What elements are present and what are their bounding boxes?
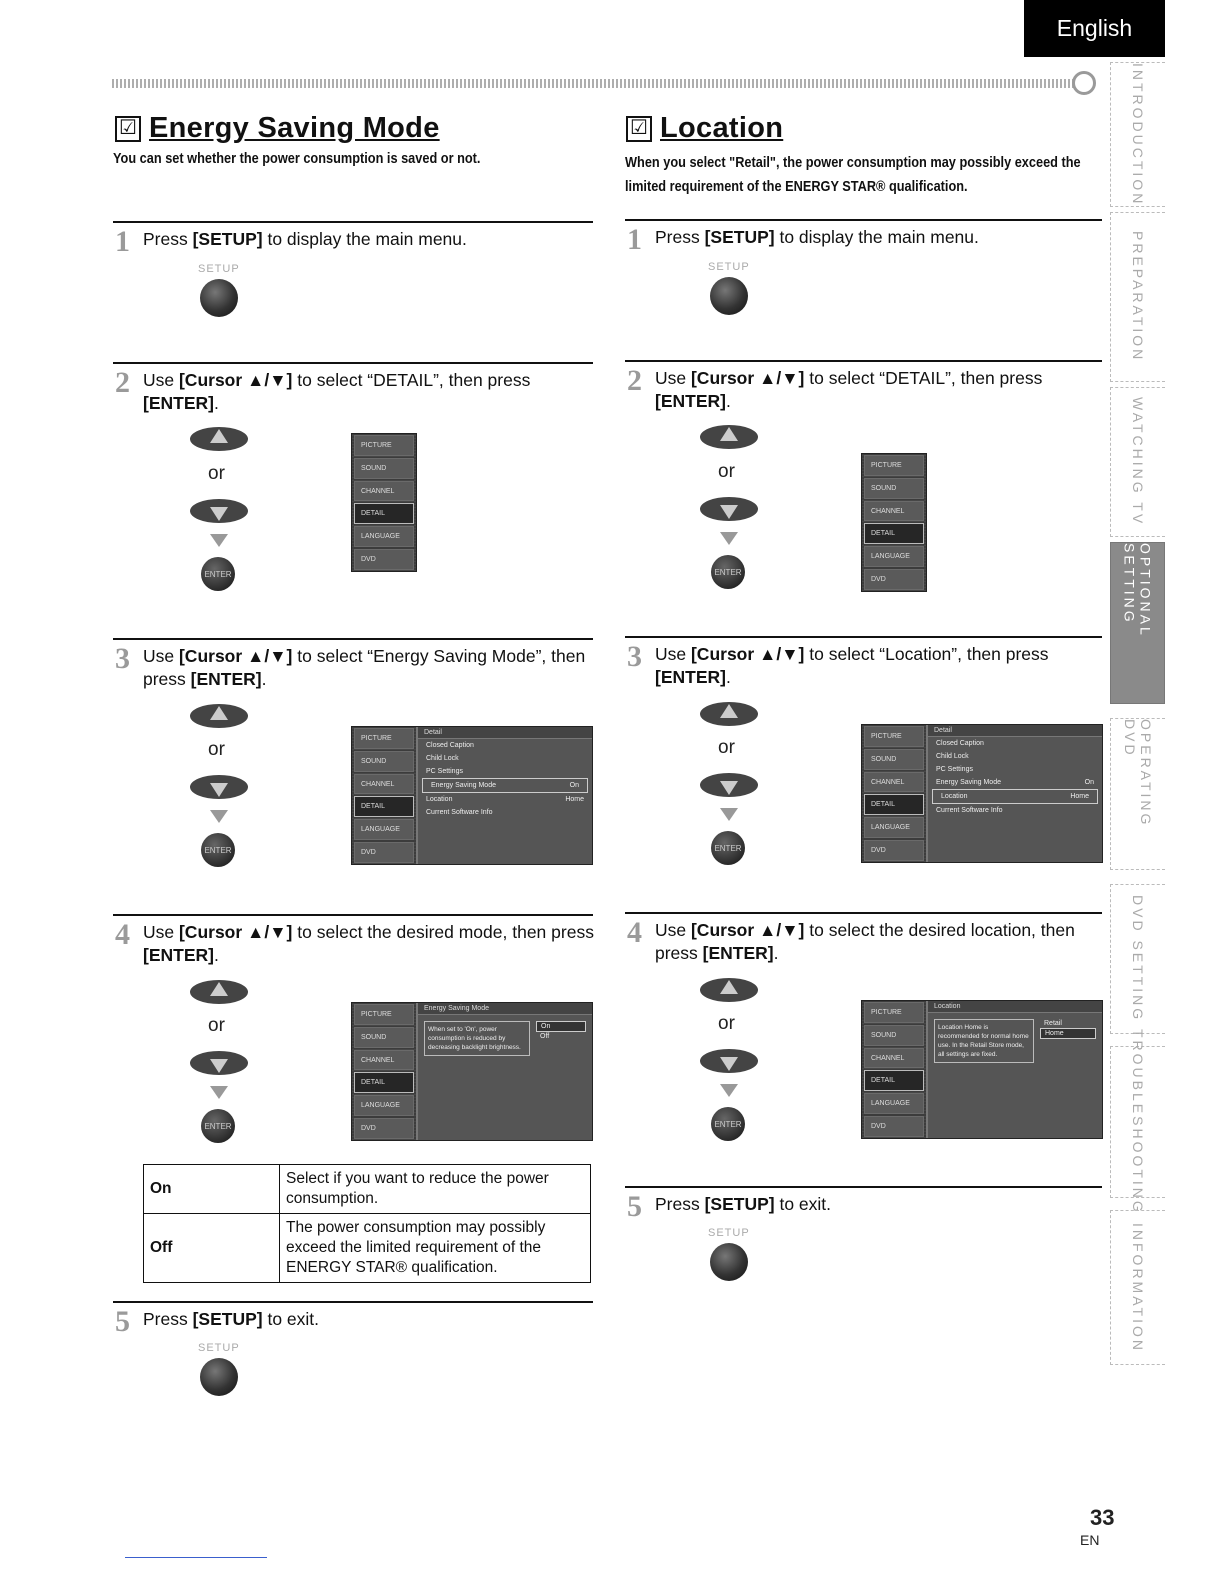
- menu-item: SOUND: [864, 478, 924, 499]
- menu-item: SOUND: [354, 1027, 414, 1048]
- tv-screen-detail-menu: [861, 724, 1103, 863]
- right-intro-line1: When you select "Retail", the power consumption may possibly exceed the: [625, 154, 1081, 171]
- menu-item: DVD: [354, 842, 414, 863]
- cursor-down-icon: [188, 773, 250, 806]
- menu-item: DVD: [864, 1116, 924, 1137]
- left-section-title: ☑ Energy Saving Mode: [115, 112, 440, 145]
- step-text: Press [SETUP] to exit.: [655, 1194, 832, 1214]
- menu-item-selected: DETAIL: [864, 1070, 924, 1091]
- detail-item-selected: Energy Saving Mode On: [422, 778, 588, 793]
- step-rule: [625, 636, 1102, 638]
- menu-item: CHANNEL: [864, 501, 924, 522]
- menu-item: PICTURE: [354, 435, 414, 456]
- mode-options-table: [143, 1164, 591, 1283]
- table-desc: Select if you want to reduce the power consumption.: [280, 1165, 591, 1214]
- table-row: [144, 1214, 591, 1283]
- divider-end-circle: [1072, 71, 1096, 95]
- menu-item: SOUND: [864, 1025, 924, 1046]
- side-tab-dvd-setting[interactable]: DVD SETTING: [1110, 884, 1165, 1034]
- or-text: or: [718, 737, 735, 758]
- step-text: Use [Cursor ▲/▼] to select the desired location, then press [ENTER].: [655, 920, 1075, 963]
- side-tab-optional-setting[interactable]: OPTIONAL SETTING: [1110, 542, 1165, 704]
- side-tab-operating-dvd[interactable]: OPERATING DVD: [1110, 718, 1165, 870]
- cursor-up-icon: [188, 702, 250, 735]
- menu-item-selected: DETAIL: [354, 796, 414, 817]
- step-number: 2: [627, 364, 642, 397]
- detail-item: Child Lock: [936, 753, 969, 760]
- checkbox-icon: ☑: [115, 116, 141, 142]
- arrow-down-icon: [210, 534, 228, 547]
- option: Retail: [1044, 1020, 1062, 1027]
- side-tab-bar: [1110, 62, 1165, 1372]
- detail-item: Location Home: [426, 796, 584, 803]
- option: Off: [540, 1033, 550, 1040]
- step-text: Use [Cursor ▲/▼] to select the desired mode, then press [ENTER].: [143, 922, 594, 965]
- page-lang-code: EN: [1080, 1532, 1100, 1548]
- menu-item: LANGUAGE: [354, 526, 414, 547]
- detail-item: Current Software Info: [426, 809, 493, 816]
- cursor-down-icon: [698, 1047, 760, 1080]
- arrow-down-icon: [720, 532, 738, 545]
- detail-item-selected: Location Home: [932, 789, 1098, 804]
- table-key: On: [144, 1165, 280, 1214]
- step-rule: [113, 362, 593, 364]
- step-rule: [113, 914, 593, 916]
- panel-title: Location: [928, 1001, 1102, 1013]
- tv-screen-main-menu: [351, 433, 417, 572]
- detail-item: Energy Saving Mode On: [936, 779, 1094, 786]
- menu-item: PICTURE: [354, 728, 414, 749]
- panel-title: Detail: [418, 727, 592, 739]
- step-number: 2: [115, 366, 130, 399]
- setup-button-icon: [710, 277, 748, 315]
- step-number: 5: [627, 1190, 642, 1223]
- or-text: or: [208, 463, 225, 484]
- step-number: 3: [627, 640, 642, 673]
- menu-item: CHANNEL: [864, 1048, 924, 1069]
- left-intro: You can set whether the power consumption is saved or not.: [113, 150, 481, 167]
- cursor-down-icon: [188, 1049, 250, 1082]
- enter-button-icon: ENTER: [711, 831, 745, 865]
- menu-item: SOUND: [354, 751, 414, 772]
- step-rule: [113, 1301, 593, 1303]
- footer-line: [125, 1557, 267, 1558]
- step-number: 1: [115, 225, 130, 258]
- step-text: Press [SETUP] to display the main menu.: [143, 229, 467, 249]
- setup-label: SETUP: [708, 261, 750, 273]
- detail-item: Current Software Info: [936, 807, 1003, 814]
- page-number: 33: [1090, 1505, 1115, 1530]
- menu-item-selected: DETAIL: [354, 1072, 414, 1093]
- side-tab-preparation[interactable]: PREPARATION: [1110, 212, 1165, 382]
- menu-item-selected: DETAIL: [864, 523, 924, 544]
- or-text: or: [718, 1013, 735, 1034]
- detail-item: PC Settings: [426, 768, 463, 775]
- panel-title: Energy Saving Mode: [418, 1003, 592, 1015]
- menu-item: CHANNEL: [354, 774, 414, 795]
- help-text: When set to 'On', power consumption is reduced by decreasing backlight brightness.: [424, 1021, 530, 1056]
- cursor-up-icon: [698, 423, 760, 456]
- step-text: Press [SETUP] to exit.: [143, 1309, 320, 1329]
- setup-label: SETUP: [198, 1342, 240, 1354]
- step-rule: [625, 219, 1102, 221]
- cursor-up-icon: [188, 978, 250, 1011]
- panel-title: Detail: [928, 725, 1102, 737]
- cursor-down-icon: [188, 497, 250, 530]
- language-tab: English: [1024, 0, 1165, 57]
- menu-item: CHANNEL: [864, 772, 924, 793]
- side-tab-introduction[interactable]: INTRODUCTION: [1110, 62, 1165, 207]
- side-tab-watching-tv[interactable]: WATCHING TV: [1110, 387, 1165, 537]
- right-intro-line2: limited requirement of the ENERGY STAR® qualification.: [625, 178, 968, 195]
- table-desc: The power consumption may possibly exceed the limited requirement of the ENERGY STAR® qualification.: [280, 1214, 591, 1283]
- side-tab-information[interactable]: INFORMATION: [1110, 1210, 1165, 1365]
- enter-button-icon: ENTER: [201, 1109, 235, 1143]
- cursor-up-icon: [188, 425, 250, 458]
- menu-item: DVD: [864, 569, 924, 590]
- tv-screen-main-menu: [861, 453, 927, 592]
- step-number: 4: [115, 918, 130, 951]
- enter-button-icon: ENTER: [201, 833, 235, 867]
- menu-item: LANGUAGE: [354, 819, 414, 840]
- menu-item: LANGUAGE: [864, 1093, 924, 1114]
- step-number: 4: [627, 916, 642, 949]
- table-key: Off: [144, 1214, 280, 1283]
- step-rule: [625, 1186, 1102, 1188]
- detail-item: PC Settings: [936, 766, 973, 773]
- step-number: 3: [115, 642, 130, 675]
- arrow-down-icon: [210, 810, 228, 823]
- menu-item: LANGUAGE: [354, 1095, 414, 1116]
- cursor-up-icon: [698, 700, 760, 733]
- menu-item: PICTURE: [864, 1002, 924, 1023]
- step-rule: [625, 912, 1102, 914]
- step-text: Use [Cursor ▲/▼] to select “Location”, then press [ENTER].: [655, 644, 1049, 687]
- menu-item: PICTURE: [354, 1004, 414, 1025]
- arrow-down-icon: [720, 1084, 738, 1097]
- menu-item: DVD: [354, 549, 414, 570]
- step-text: Press [SETUP] to display the main menu.: [655, 227, 979, 247]
- menu-item-selected: DETAIL: [354, 503, 414, 524]
- menu-item: DVD: [354, 1118, 414, 1139]
- step-rule: [113, 221, 593, 223]
- table-row: [144, 1165, 591, 1214]
- setup-label: SETUP: [198, 263, 240, 275]
- tv-screen-detail-menu: [351, 726, 593, 865]
- menu-item: LANGUAGE: [864, 546, 924, 567]
- detail-item: Closed Caption: [426, 742, 474, 749]
- menu-item: PICTURE: [864, 455, 924, 476]
- step-rule: [113, 638, 593, 640]
- menu-item: CHANNEL: [354, 1050, 414, 1071]
- menu-item: CHANNEL: [354, 481, 414, 502]
- step-text: Use [Cursor ▲/▼] to select “DETAIL”, then press [ENTER].: [143, 370, 531, 413]
- step-rule: [625, 360, 1102, 362]
- setup-button-icon: [710, 1243, 748, 1281]
- help-text: Location Home is recommended for normal home use. In the Retail Store mode, all settings are fixed.: [934, 1019, 1034, 1063]
- menu-item: DVD: [864, 840, 924, 861]
- side-tab-troubleshooting[interactable]: TROUBLESHOOTING: [1110, 1046, 1165, 1198]
- tv-screen-energy-saving-menu: [351, 1002, 593, 1141]
- step-number: 1: [627, 223, 642, 256]
- cursor-down-icon: [698, 771, 760, 804]
- detail-item: Child Lock: [426, 755, 459, 762]
- or-text: or: [208, 739, 225, 760]
- enter-button-icon: ENTER: [711, 555, 745, 589]
- menu-item: PICTURE: [864, 726, 924, 747]
- menu-item-selected: DETAIL: [864, 794, 924, 815]
- enter-button-icon: ENTER: [201, 557, 235, 591]
- enter-button-icon: ENTER: [711, 1107, 745, 1141]
- setup-label: SETUP: [708, 1227, 750, 1239]
- or-text: or: [208, 1015, 225, 1036]
- cursor-up-icon: [698, 976, 760, 1009]
- menu-item: SOUND: [354, 458, 414, 479]
- detail-item: Closed Caption: [936, 740, 984, 747]
- step-number: 5: [115, 1305, 130, 1338]
- option-selected: Home: [1040, 1028, 1096, 1039]
- step-text: Use [Cursor ▲/▼] to select “Energy Saving Mode”, then press [ENTER].: [143, 646, 586, 689]
- menu-item: SOUND: [864, 749, 924, 770]
- header-divider: [112, 79, 1076, 88]
- or-text: or: [718, 461, 735, 482]
- cursor-down-icon: [698, 495, 760, 528]
- option-selected: On: [536, 1021, 586, 1032]
- right-section-title: ☑ Location: [626, 112, 783, 145]
- arrow-down-icon: [210, 1086, 228, 1099]
- arrow-down-icon: [720, 808, 738, 821]
- setup-button-icon: [200, 1358, 238, 1396]
- tv-screen-location-menu: [861, 1000, 1103, 1139]
- checkbox-icon: ☑: [626, 116, 652, 142]
- setup-button-icon: [200, 279, 238, 317]
- menu-item: LANGUAGE: [864, 817, 924, 838]
- step-text: Use [Cursor ▲/▼] to select “DETAIL”, then press [ENTER].: [655, 368, 1043, 411]
